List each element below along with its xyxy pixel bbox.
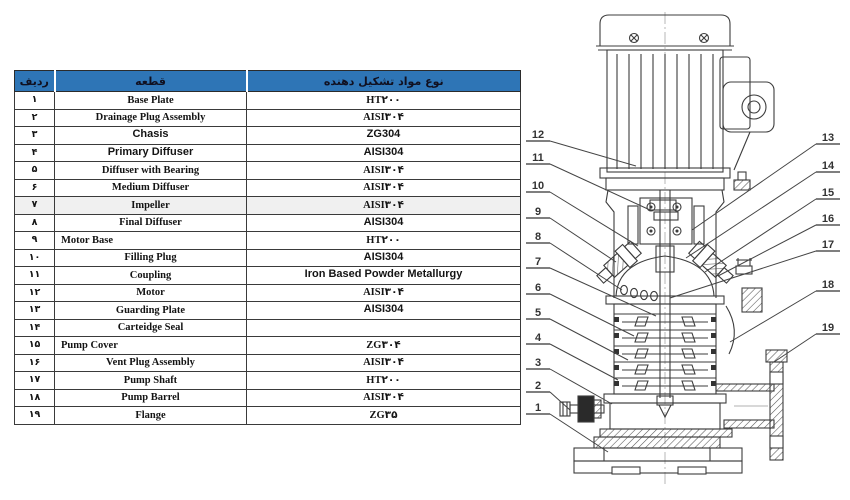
callout-19: 19 [821, 322, 835, 334]
part-name-cell: Diffuser with Bearing [55, 162, 247, 180]
material-cell: AISI304 [247, 214, 521, 232]
row-number-cell: ۱۹ [15, 407, 55, 425]
row-number-cell: ۹ [15, 232, 55, 250]
table-row [15, 337, 521, 355]
material-cell: ZG۳۵ [247, 407, 521, 425]
material-cell: ZG304 [247, 127, 521, 145]
table-row [15, 144, 521, 162]
part-name-cell: Filling Plug [55, 249, 247, 267]
table-row [15, 92, 521, 110]
callout-13: 13 [821, 132, 835, 144]
material-cell: AISI۳۰۴ [247, 389, 521, 407]
part-name-cell: Pump Cover [55, 337, 247, 355]
material-cell: HT۲۰۰ [247, 372, 521, 390]
callout-2: 2 [534, 380, 542, 392]
part-name-cell: Flange [55, 407, 247, 425]
row-number-cell: ۱۱ [15, 267, 55, 285]
row-number-cell: ۳ [15, 127, 55, 145]
callout-15: 15 [821, 187, 835, 199]
material-cell: HT۲۰۰ [247, 92, 521, 110]
row-number-cell: ۱۸ [15, 389, 55, 407]
callout-17: 17 [821, 239, 835, 251]
row-number-cell: ۷ [15, 197, 55, 215]
row-number-cell: ۱۷ [15, 372, 55, 390]
table-row [15, 127, 521, 145]
material-cell: AISI۳۰۴ [247, 162, 521, 180]
header-row [15, 71, 521, 92]
material-cell: AISI۳۰۴ [247, 354, 521, 372]
table-row [15, 179, 521, 197]
callout-3: 3 [534, 357, 542, 369]
parts-table-container [14, 70, 520, 425]
table-row [15, 214, 521, 232]
material-cell: Iron Based Powder Metallurgy [247, 267, 521, 285]
row-number-cell: ۱۰ [15, 249, 55, 267]
callout-5: 5 [534, 307, 542, 319]
parts-table [14, 70, 521, 425]
table-row [15, 109, 521, 127]
material-cell: AISI۳۰۴ [247, 197, 521, 215]
table-row [15, 372, 521, 390]
part-name-cell: Drainage Plug Assembly [55, 109, 247, 127]
part-name-cell: Primary Diffuser [55, 144, 247, 162]
table-row [15, 284, 521, 302]
callout-16: 16 [821, 213, 835, 225]
part-name-cell: Carteidge Seal [55, 319, 247, 337]
callout-4: 4 [534, 332, 542, 344]
table-row [15, 197, 521, 215]
material-cell [247, 319, 521, 337]
material-cell: HT۲۰۰ [247, 232, 521, 250]
part-name-cell: Medium Diffuser [55, 179, 247, 197]
callout-11: 11 [532, 152, 544, 164]
callout-9: 9 [534, 206, 542, 218]
callout-10: 10 [531, 180, 545, 192]
callout-18: 18 [821, 279, 835, 291]
row-number-cell: ۸ [15, 214, 55, 232]
row-number-cell: ۱ [15, 92, 55, 110]
callout-12: 12 [531, 129, 545, 141]
callout-8: 8 [534, 231, 542, 243]
part-name-cell: Motor [55, 284, 247, 302]
callout-1: 1 [534, 402, 542, 414]
material-cell: AISI304 [247, 144, 521, 162]
table-row [15, 267, 521, 285]
header-part: قطعه [55, 71, 247, 92]
part-name-cell: Final Diffuser [55, 214, 247, 232]
part-name-cell: Pump Shaft [55, 372, 247, 390]
part-name-cell: Pump Barrel [55, 389, 247, 407]
callout-14: 14 [821, 160, 835, 172]
row-number-cell: ۴ [15, 144, 55, 162]
material-cell: ZG۳۰۴ [247, 337, 521, 355]
callout-7: 7 [534, 256, 542, 268]
pump-drawing [520, 0, 850, 500]
part-name-cell: Motor Base [55, 232, 247, 250]
material-cell: AISI304 [247, 302, 521, 320]
part-name-cell: Coupling [55, 267, 247, 285]
material-cell: AISI۳۰۴ [247, 109, 521, 127]
header-material: نوع مواد تشکیل دهنده [247, 71, 521, 92]
row-number-cell: ۲ [15, 109, 55, 127]
row-number-cell: ۱۲ [15, 284, 55, 302]
callout-6: 6 [534, 282, 542, 294]
part-name-cell: Base Plate [55, 92, 247, 110]
part-name-cell: Guarding Plate [55, 302, 247, 320]
table-row [15, 319, 521, 337]
pump-body-lines [560, 15, 787, 474]
material-cell: AISI۳۰۴ [247, 179, 521, 197]
part-name-cell: Vent Plug Assembly [55, 354, 247, 372]
table-row [15, 162, 521, 180]
table-row [15, 389, 521, 407]
header-row-number: ردیف [15, 71, 55, 92]
row-number-cell: ۵ [15, 162, 55, 180]
part-name-cell: Impeller [55, 197, 247, 215]
row-number-cell: ۱۶ [15, 354, 55, 372]
table-row [15, 302, 521, 320]
table-row [15, 407, 521, 425]
row-number-cell: ۶ [15, 179, 55, 197]
row-number-cell: ۱۳ [15, 302, 55, 320]
row-number-cell: ۱۵ [15, 337, 55, 355]
table-row [15, 232, 521, 250]
material-cell: AISI304 [247, 249, 521, 267]
pump-cross-section-diagram [520, 0, 850, 500]
row-number-cell: ۱۴ [15, 319, 55, 337]
part-name-cell: Chasis [55, 127, 247, 145]
table-row [15, 249, 521, 267]
material-cell: AISI۳۰۴ [247, 284, 521, 302]
table-row [15, 354, 521, 372]
